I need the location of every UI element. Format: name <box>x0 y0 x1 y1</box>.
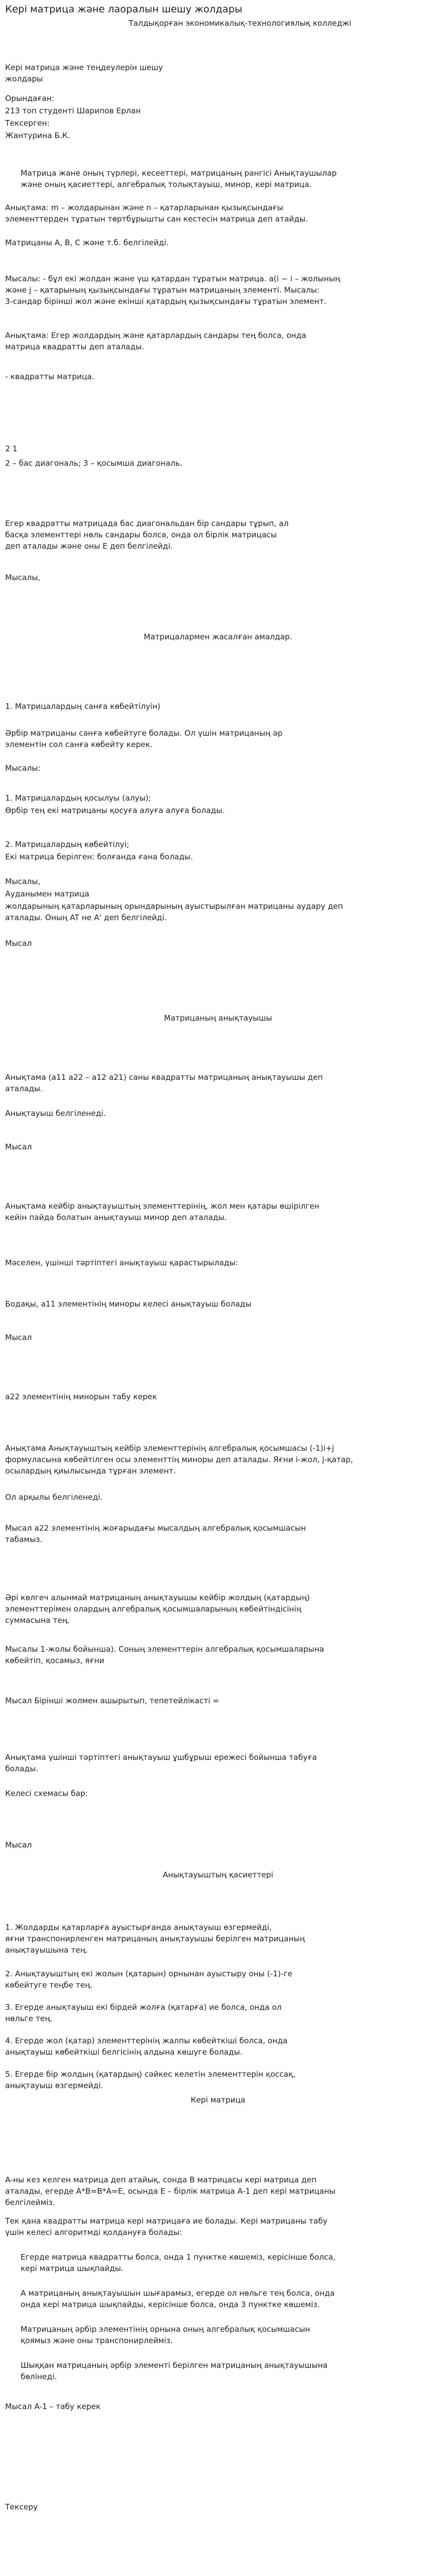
matrix-notation: Матрицаны A, B, C және т.б. белгілейді. <box>5 238 169 247</box>
performed-by-label: Орындаған: <box>5 94 55 103</box>
op-transpose-label: Ауданымен матрица <box>5 889 90 899</box>
property-4: 4. Егерде жол (қатар) элементтерінің жалпы көбейткіші болса, онда анықтауыш көбейткіші белгісінің алдына көшуге болады. <box>5 2036 288 2057</box>
matrix-example: Мысалы: - бұл екі жолдан және үш қатардан тұратын матрица. a(i ~ i – жолының және j – қатарының қызықсындағы тұратын матрицаның элементі. Мысалы: 3-сандар бірінші жол және екінші қатардың қызықсындағы тұратын элемент. <box>5 274 340 306</box>
cofactor-example: Мысал а22 элементінің жоғарыдағы мысалдың алгебралық қосымшасын табамыз. <box>5 1523 306 1544</box>
op-mul-title: 2. Матрицалардың көбейтілуі; <box>5 840 129 849</box>
checker-name: Жантурина Б.К. <box>5 131 71 140</box>
op-mul-text: Екі матрица берілген: болғанда ғана болады. <box>5 852 193 861</box>
triangle-scheme-label: Келесі схемасы бар: <box>5 1789 88 1798</box>
triangle-example: Мысал <box>5 1840 32 1850</box>
minor-example-a11: Бодақы, а11 элементінің миноры келесі анықтауыш болады <box>5 1299 252 1309</box>
laplace-property: Әрі көлгеч алынмай матрицаның анықтауышы кейбір жолдың (қатардың) элементтерімен олардың алгебралық қосымшаларының көбейтіндісінің суммасына тең. <box>5 1593 310 1625</box>
inverse-definition: A-ны кез келген матрица деп атайық, сонда B матрицасы кері матрица деп аталады, егерде A*B=B*A=E, осында E – бірлік матрица A-1 деп кері матрицаны белгілейміз. <box>5 2175 336 2207</box>
third-order-definition: Анықтама үшінші тәртіптегі анықтауыш ұшбұрыш ережесі бойынша табуға болады. <box>5 1753 317 1773</box>
intro-paragraph: Матрица жане оның түрлері, кесееттері, матрицаның рангісі Анықтаушылар және оның қасиеттері, алгебралық толықтауыш, минор, кері матрица. <box>21 168 337 189</box>
minor-example-label: Мысал <box>5 1333 32 1342</box>
inverse-example: Мысал A-1 – табу керек <box>5 2402 101 2411</box>
op-add-title: 1. Матрицалардың қосылуы (алуы); <box>5 793 151 803</box>
square-matrix-definition: Анықтама: Егер жолдардың және қатарлардың сандары тең болса, онда матрица квадратты деп аталады. <box>5 331 306 351</box>
laplace-row-example-result: Мысал Бірінші жолмен ашырытып, тепетейлікасті = <box>5 1696 219 1705</box>
inverse-step-2: A матрицаның анықтауышын шығарамыз, егерде ол нөльге тең болса, онда онда кері матрица шықпайды, керісінше болса, онда 3 пунктке көшеміз. <box>21 2289 335 2309</box>
op-scalar-example: Мысалы: <box>5 764 41 773</box>
op-transpose-text: жолдарының қатарларының орындарының ауыстырылған матрицаны аудару деп аталады. Оның AT не A' деп белгілейді. <box>5 902 343 922</box>
op-add-text: Өрбір тең екі матрицаны қосуға алуға алуға болады. <box>5 806 225 815</box>
checker-label: Тексерген: <box>5 118 50 128</box>
property-5: 5. Егерде бір жолдың (қатардың) сәйкес келетін элементтерін қоссақ, анықтауыш өзгермейді. <box>5 2070 295 2090</box>
op-scalar-text: Әрбір матрицаны санға көбейтуге болады. Ол үшін матрицаның әр элементін сол санға көбейту керек. <box>5 728 283 749</box>
cofactor-definition: Анықтама Анықтауыштың кейбір элементтерінің алгебралық қосымшасы (-1)i+j формуласына көбейтілген осы элементтің миноры деп аталады. Яғни i-жол, j-қатар, осылардың қиылысында тұрған элемент. <box>5 1444 353 1476</box>
property-2: 2. Анықтауыштың екі жолын (қатарын) орнынан ауыстыру оны (-1)-ге көбейтуге теңбе тең. <box>5 1969 293 1990</box>
properties-heading: Анықтауыштың қасиеттері <box>163 1870 273 1879</box>
check-label: Тексеру <box>5 2502 38 2512</box>
determinant-notation: Анықтауыш белгіленеді. <box>5 1109 106 1118</box>
diagonals-text: 2 – бас диагональ; 3 – қосымша диагональ. <box>5 459 183 468</box>
student-name: 213 топ студенті Шарипов Ерлан <box>5 106 141 115</box>
op-transpose-example: Мысал <box>5 939 32 948</box>
minor-example: Мәселен, үшінші тәртіптегі анықтауыш қарастырылады: <box>5 1258 238 1267</box>
square-matrix-label: - квадратты матрица. <box>5 372 95 381</box>
diagonal-numbers: 2 1 <box>5 444 18 453</box>
inverse-step-1: Егерде матрица квадратты болса, онда 1 пунктке көшеміз, керісінше болса, кері матрица шықпайды. <box>21 2252 336 2273</box>
matrix-definition: Анықтама: m – жолдарынан және n – қатарларынан қызықсындағы элементтерден тұратын төртбұрышты сан кестесін матрица деп атайды. <box>5 203 308 224</box>
example-label: Мысалы, <box>5 573 41 582</box>
inverse-heading: Кері матрица <box>190 2095 246 2105</box>
op-mul-example: Мысалы, <box>5 877 41 886</box>
document-title: Кері матрица және лаоралын шешу жолдары <box>5 4 242 15</box>
identity-matrix-definition: Егер квадратты матрицада бас диагональдан бір сандары тұрып, ал басқа элементтері нөль сандары болса, онда ол бірлік матрицасы деп аталады және оны E деп белгілейді. <box>5 519 289 551</box>
determinant-heading: Матрицаның анықтауышы <box>164 1013 272 1023</box>
op-scalar-title: 1. Матрицалардың санға көбейтілуін) <box>5 702 161 711</box>
college-name: Талдықорған экономикалық-технологиялық колледжі <box>129 19 352 28</box>
inverse-step-4: Шыққан матрицаның әрбір элементі берілген матрицаның анықтауышына бөлінеді. <box>21 2361 328 2381</box>
determinant-example: Мысал <box>5 1142 32 1151</box>
operations-heading: Матрицалармен жасалған амалдар. <box>144 632 292 641</box>
property-1: 1. Жолдарды қатарларға ауыстырғанда анықтауыш өзгермейді, яғни транспонирленген матрицаның анықтауышы берілген матрицаның анықтауышына тең. <box>5 1923 305 1955</box>
minor-definition: Анықтама кейбір анықтауыштың элементтерінің, жол мен қатары өшірілген кейін пайда болатын анықтауыш минор деп аталады. <box>5 1201 320 1222</box>
cofactor-notation: Ол арқылы белгіленеді. <box>5 1493 103 1502</box>
inverse-step-3: Матрицаның әрбір элементінің орнына оның алгебралық қосымшасын қоямыз және оны транспонирлейміз. <box>21 2325 310 2345</box>
property-3: 3. Егерде анықтауыш екі бірдей жолға (қатарға) ие болса, онда ол нөльге тең. <box>5 2003 282 2023</box>
inverse-algorithm-intro: Тек қана квадратты матрица кері матрицаға ие болады. Кері матрицаны табу үшін келесі алгоритмді қолдануға болады: <box>5 2216 328 2237</box>
laplace-row-example: Мысалы 1-жолы бойынша). Соның элементтерін алгебралық қосымшаларына көбейтіп, қосамыз, яғни <box>5 1645 324 1665</box>
minor-a22-task: а22 элементінің минорын табу керек <box>5 1392 157 1401</box>
topic: Кері матрица және теңдеулерін шешу жолдары <box>5 63 163 83</box>
determinant-definition: Анықтама (a11 a22 – a12 a21) саны квадратты матрицаның анықтауышы деп аталады. <box>5 1073 323 1093</box>
